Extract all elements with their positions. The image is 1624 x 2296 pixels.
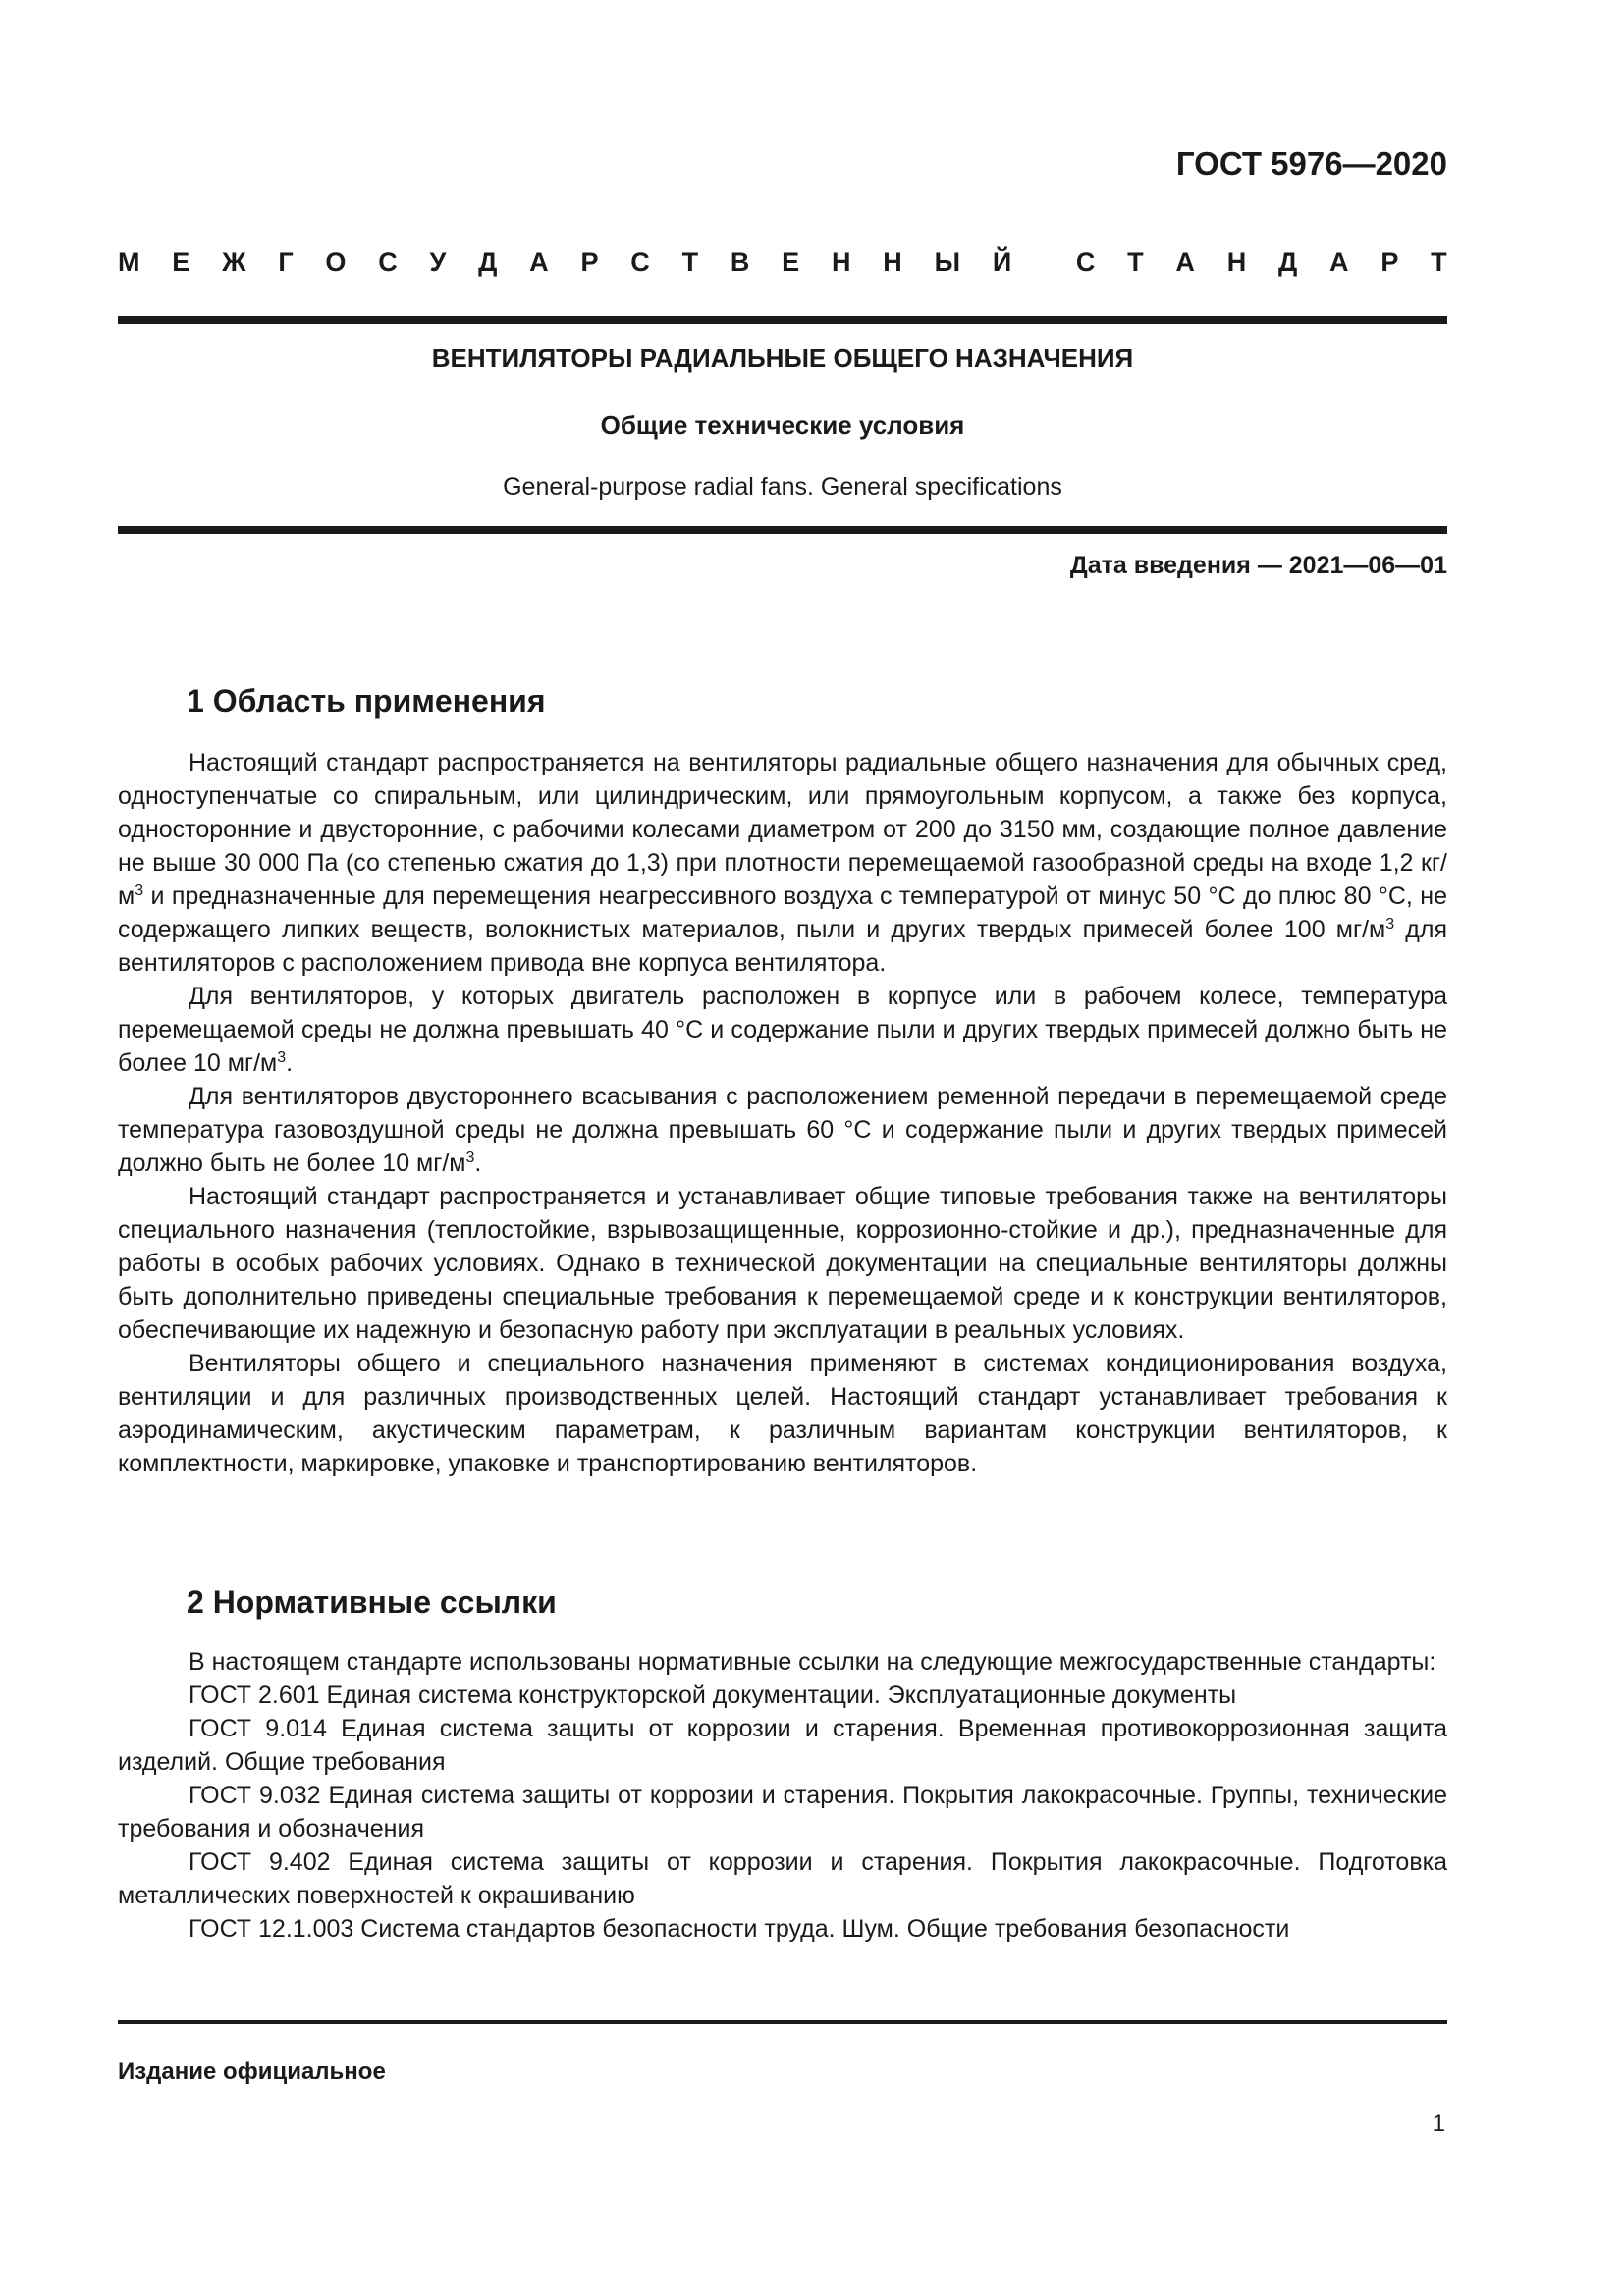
banner-letter: С: [630, 247, 650, 277]
banner-letter: У: [429, 247, 447, 277]
section-1-heading: 1 Область применения: [187, 683, 546, 719]
section-1-paragraph-2: Для вентиляторов, у которых двигатель расположен в корпусе или в рабочем колесе, температура перемещаемой среды не должна превышать 40 °С и содержание пыли и других твердых примесей должно быть не более 10 $мг/м^3$.: [118, 983, 1447, 1077]
banner-letter: М: [118, 247, 140, 277]
section-2-body: [118, 1645, 1447, 1946]
banner-letter: Е: [172, 247, 190, 277]
banner-letter: Ы: [934, 247, 961, 277]
section-1-paragraph-4: Настоящий стандарт распространяется и устанавливает общие типовые требования также на вентиляторы специального назначения (теплостойкие, взрывозащищенные, коррозионно-стойкие и др.), предназначенные для работы в особых рабочих условиях. Однако в технической документации на специальные вентиляторы должны быть дополнительно приведены специальные требования к перемещаемой среде и к конструкции вентиляторов, обеспечивающие их надежную и безопасную работу при эксплуатации в реальных условиях.: [118, 1183, 1447, 1344]
banner-letter: Г: [278, 247, 294, 277]
page-number: 1: [1432, 2110, 1445, 2137]
reference-item: ГОСТ 12.1.003 Система стандартов безопасности труда. Шум. Общие требования безопасности: [189, 1915, 1290, 1943]
title-divider: [118, 526, 1447, 534]
standard-subtitle: Общие технические условия: [600, 410, 965, 440]
banner-letter: Й: [992, 247, 1012, 277]
banner-letter: А: [529, 247, 549, 277]
banner-letter: Н: [1226, 247, 1247, 277]
banner-letter: Т: [1431, 247, 1447, 277]
banner-letter: С: [1075, 247, 1096, 277]
banner-letter: Д: [478, 247, 498, 277]
banner-letter: Т: [681, 247, 699, 277]
banner-letter: Р: [1380, 247, 1399, 277]
section-1-paragraph-3: Для вентиляторов двустороннего всасывания с расположением ременной передачи в перемещаемой среде температура газовоздушной среды не должна превышать 60 °С и содержание пыли и других твердых примесей должно быть не более 10 $мг/м^3$.: [118, 1083, 1447, 1177]
banner-letter: Н: [831, 247, 851, 277]
interstate-standard-banner: [118, 247, 1447, 278]
english-title: General-purpose radial fans. General specifications: [503, 473, 1062, 501]
banner-letter: Н: [883, 247, 902, 277]
banner-letter: Е: [782, 247, 800, 277]
header-divider: [118, 316, 1447, 324]
official-edition-label: Издание официальное: [118, 2058, 386, 2085]
reference-item: ГОСТ 2.601 Единая система конструкторской документации. Эксплуатационные документы: [189, 1682, 1237, 1709]
banner-letter: А: [1175, 247, 1195, 277]
banner-letter: Ж: [222, 247, 246, 277]
footer-divider: [118, 2020, 1447, 2024]
banner-letter: А: [1329, 247, 1349, 277]
section-1-body: [118, 746, 1447, 1480]
banner-letter: Д: [1278, 247, 1298, 277]
section-2-heading: 2 Нормативные ссылки: [187, 1584, 557, 1620]
reference-item: ГОСТ 9.032 Единая система защиты от коррозии и старения. Покрытия лакокрасочные. Группы, технические требования и обозначения: [118, 1782, 1447, 1842]
reference-item: ГОСТ 9.014 Единая система защиты от коррозии и старения. Временная противокоррозионная защита изделий. Общие требования: [118, 1715, 1447, 1776]
standard-title: ВЕНТИЛЯТОРЫ РАДИАЛЬНЫЕ ОБЩЕГО НАЗНАЧЕНИЯ: [431, 344, 1134, 373]
banner-letter: Р: [580, 247, 599, 277]
banner-letter: С: [378, 247, 398, 277]
section-1-paragraph-1: Настоящий стандарт распространяется на вентиляторы радиальные общего назначения для обычных сред, одноступенчатые со спиральным, или цилиндрическим, или прямоугольным корпусом, а также без корпуса, односторонние и двусторонние, с рабочими колесами диаметром от 200 до 3150 мм, создающие полное давление не выше 30 000 Па (со степенью сжатия до 1,3) при плотности перемещаемой газообразной среды на входе 1,2 $кг/м^3$ и предназначенные для перемещения неагрессивного воздуха с температурой от минус 50 °С до плюс 80 °С, не содержащего липких веществ, волокнистых материалов, пыли и других твердых примесей более 100 $мг/м^3$ для вентиляторов с расположением привода вне корпуса вентилятора.: [118, 749, 1447, 977]
document-number: ГОСТ 5976—2020: [1175, 145, 1447, 182]
banner-letter: В: [730, 247, 750, 277]
banner-letter: О: [325, 247, 347, 277]
section-2-paragraph-1: В настоящем стандарте использованы нормативные ссылки на следующие межгосударственные стандарты:: [189, 1648, 1436, 1676]
section-1-paragraph-5: Вентиляторы общего и специального назначения применяют в системах кондиционирования воздуха, вентиляции и для различных производственных целей. Настоящий стандарт устанавливает требования к аэродинамическим, акустическим параметрам, к различным вариантам конструкции вентиляторов, к комплектности, маркировке, упаковке и транспортированию вентиляторов.: [118, 1350, 1447, 1477]
introduction-date: Дата введения — 2021—06—01: [1069, 552, 1447, 579]
banner-letter: Т: [1127, 247, 1144, 277]
reference-item: ГОСТ 9.402 Единая система защиты от коррозии и старения. Покрытия лакокрасочные. Подготовка металлических поверхностей к окрашиванию: [118, 1848, 1447, 1909]
